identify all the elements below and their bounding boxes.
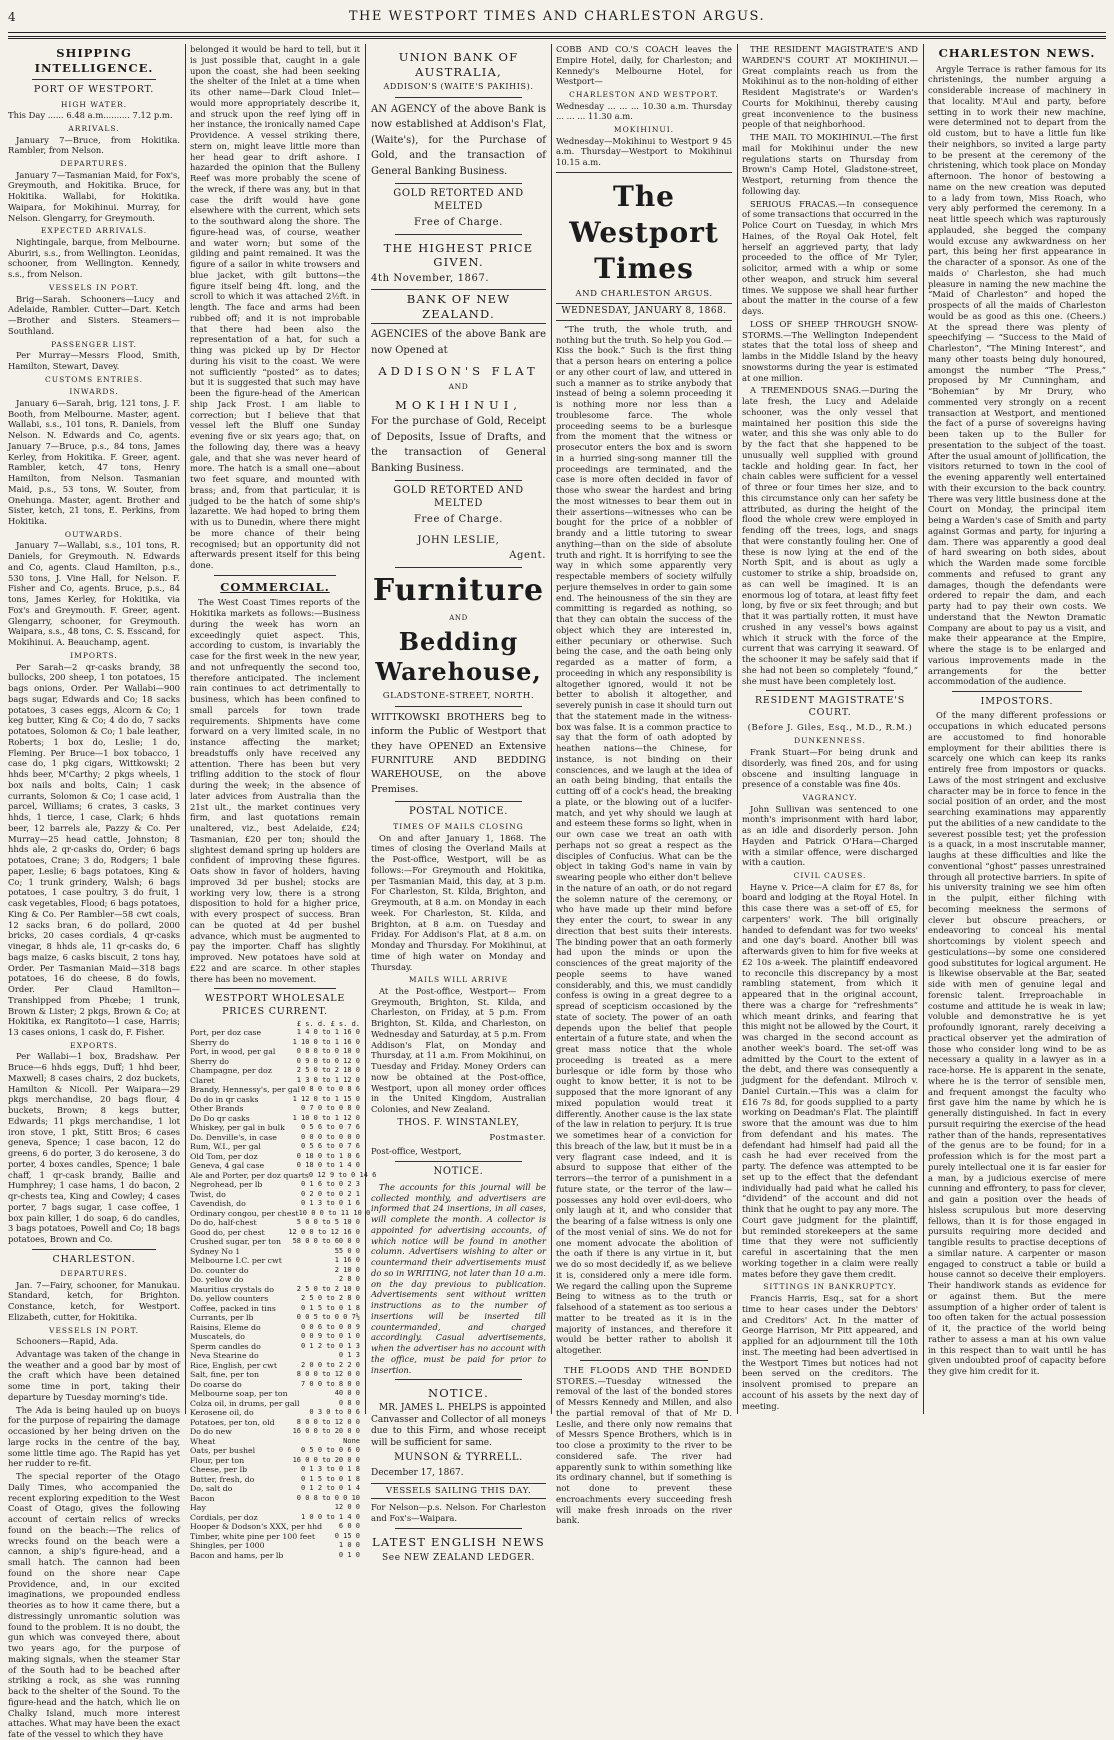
high-water: This Day ...... 6.48 a.m.......... 7.12 p.m. <box>8 110 173 121</box>
price-row <box>190 1114 360 1124</box>
price-value: 0 5 0 to 0 6 0 <box>300 1446 360 1455</box>
price-value: 6 0 0 <box>338 1522 360 1531</box>
page-header <box>8 6 1106 33</box>
vessels-in-port: Brig—Sarah. Schooners—Lucy and Adelaide, Rambler. Cutter—Dart. Ketch—Brother and Sisters. Steamers—Southland. <box>8 293 180 336</box>
free-of-charge: Free of Charge. <box>414 216 503 228</box>
price-item: Cheese, per lb <box>190 1465 248 1475</box>
impostors-title: IMPOSTORS. <box>980 696 1054 708</box>
bank-nz-body: AGENCIES of the above Bank are now Opened at <box>371 329 546 356</box>
price-value: 0 15 0 <box>334 1531 360 1540</box>
price-item: Claret <box>190 1075 215 1085</box>
postal-title: POSTAL NOTICE. <box>408 806 509 818</box>
price-value: 0 12 9 to 0 14 6 <box>308 1170 377 1179</box>
price-row <box>190 1380 360 1390</box>
price-item: Currants, per lb <box>190 1313 254 1323</box>
paragraph: The Ada is being hauled up on buoys for the purpose of repairing the damage occasioned by her being driven on the large rocks in the centre of the bay, some little time ago. The Rapid has yet her rudder to re-fit. <box>8 1404 180 1469</box>
column-rule <box>551 44 552 1414</box>
vag-body: John Sullivan was sentenced to one month's imprisonment with hard labor, as an idle and disorderly person. John Hayden and Patrick O'Hara—Charged with a similar offence, were discharged with a caution. <box>742 803 918 868</box>
price-item: Sherry do <box>190 1037 229 1047</box>
price-row <box>190 1038 360 1048</box>
customs-outwards: January 7—Wallabi, s.s., 101 tons, R. Daniels, for Greymouth. N. Edwards and Co, agents. Claud Hamilton, p.s., 530 tons, J. Vine Hall, for Nelson. F. Fisher and Co, agents. Bruce, p.s., 84 tons, James Kerley, for Hokitika, via Fox's and Greymouth. F. Greer, agent. Glengarry, schooner, for Greymouth. Waipara, s.s., 48 tons, C. S. Esscand, for Mokihinui. A. Beauchamp, agent. <box>8 540 180 648</box>
price-row <box>190 1256 360 1266</box>
masthead-sub: AND CHARLESTON ARGUS. <box>575 289 713 300</box>
civil-body: Hayne v. Price—A claim for £7 8s, for board and lodging at the Royal Hotel. In this case there was a set-off of £5, for carpenters' work. The bill originally handed to defendant was for two weeks' and one day's board. Another bill was afterwards given to him for five weeks at £2 10s a-week. The plaintiff endeavored to reconcile this discrepancy by a most rambling statement, from which it appeared that in the original account, there was a charge for “refreshments” which meant drinks, and fearing that this might not be allowed by the Court, it was charged in the second account as another week's board. The set-off was admitted by the Court to the extent of the debt, and there was consequently a judgment for the defendant. Milroch v. Daniel Curtain.—This was a claim for £16 7s 8d, for goods supplied to a party working on Deadman's Flat. The plaintiff swore that the amount was due to him from defendant and his mates. The defendant had himself had paid all the cash he had ever received from the party. The defence was attempted to be set up to the effect that the defendant individually had paid what he called his “dividend” of the account and did not think that he ought to pay any more. The Court gave judgment for the plaintiff, but reminded storekeepers at the same time that they were not sufficiently careful in ascertaining that the men working together in a claim were really mates before they gave them credit. <box>742 881 918 1279</box>
impostors-body: Of the many different professions or occupations in which educated persons are accustomed to find honorable employment for their abilities there is scarcely one which can keep its ranks entirely free from impostors or quacks. Laws of the most stringent and exclusive character may be in force to fence in the social position of an order, and the most searching examinations may apparently put the abilities of a new candidate to the severest possible test; yet the profession is a quack, in a most inscrutable manner, laughs at these difficulties and like the conventional “ghost” passes unrestrained through all protective barriers. In spite of his university training we see him often in the pulpit, either filching with becoming meekness the sermons of clever but obscure preachers, or endeavoring to conceal his mental shortcomings by violent speech and gesticulations—by some one considered good substitutes for logical argument. He is likewise observable at the Bar, seated side with men of genuine legal and forensic talent. Irreproachable in costume and attitude he is weak in law; voluble and demonstrative he is yet profoundly ignorant, rarely deceiving a practical observer yet the admiration of those who consider long wind to be as necessary a quality in a lawyer as in a race-horse. He is apparent in the senate, where he is the terror of sensible men, and frequent amongst the faculty who first gave him the name by which he is generally distinguished. In fact in every pursuit requiring the exercise of the head rather than of the hands, representatives of the genus are to be found; for in a profession which is for the most part a purely intellectual one it is far easier for a man, by a judicious exercise of mere cunning and effrontery, to pass for clever, and gain a position over the heads of hisless scrupulous but more deserving fellows, than it is for those engaged in pursuits requiring more decided and tangible results to practise deceptions of a similar nature. A carpenter or mason engaged to construct a table or build a house cannot so deceive their employers. Their handiwork stands as evidence for or against them. But the mere assumption of a higher order of talent is too often taken for the actual possession of it, the practice of the world being rather to assess a man at his own value in this respect than to wait until he has given undoubted proof of capacity before they give him credit for it. <box>928 710 1106 1377</box>
price-value: 0 3 0 to 0 6 <box>309 1408 360 1417</box>
postmaster-name: THOS. F. WINSTANLEY, <box>397 1117 520 1128</box>
price-value: 2 0 0 to 2 2 0 <box>300 1360 360 1369</box>
price-row <box>190 1323 360 1333</box>
highest-price: THE HIGHEST PRICE GIVEN. <box>383 240 534 270</box>
column-shipping <box>8 44 180 1740</box>
mails-arrive: MAILS WILL ARRIVE <box>408 975 509 985</box>
price-item: Port, in wood, per gal <box>190 1047 276 1057</box>
section-label: INWARDS. <box>69 387 119 397</box>
fracas-body: —In consequence of some transactions that occurred in the Police Court on Tuesday, in which Mrs Haines, of the Royal Oak Hotel, felt herself an aggrieved party, that lady proceeded to the office of Mr Tyler, solicitor, armed with a whip or some other weapon, and struck him several times. We suppose we shall hear further about the matter in the course of a few days. <box>742 198 919 316</box>
paragraph: belonged it would be hard to tell, but it is just possible that, caught in a gale upon the coast, she had been seeking the shelter of the Inlet at a time when its other name—Dark Cloud Inlet—would more appropriately describe it, and struck upon the reef lying off in her instance, the ironically named Cape Providence. A vessel striking there, stern on, might leave little more than her head gear to drift ashore. I hazarded the opinion that the Bulleny Reef was more probably the scene of the wreck, if there was any, but in that case the drift would have gone elsewhere with the current, which sets to the southward along the shore. The figure-head was, of course, weather and water worn; but some of the gilding and paint remained. It was the figure of a sailor in white trowsers and blue jacket, with gilt buttons—the figure itself being 4ft. long, and the scroll to which it was attached 2½ft. in length. The face and arms had been rubbed off; and it is not improbable that there had been also the representation of a hat, for such a thing was picked up by Dr Hector during his visit to the coast. We were not sufficiently “posted” as to dates; but it is suggested that such may have been the figure-head of the American ship Jack Frost. I am liable to correction; but I believe that that vessel left the Bluff one Sunday evening five or six years ago; that, on the following day, there was a heavy gale, and that she was never heard of more. The hatch is a small one—about two feet square, and mounted with brass; and, from that particular, it is judged to be the hatch of some ship's lazarette. We had hoped to bring them with us to Dunedin, where there might be more chance of their being recognised; but an opportunity did not afterwards present itself for this being done. <box>190 44 360 570</box>
price-row <box>190 1551 360 1561</box>
notice2-sign: MUNSON & TYRRELL. <box>394 1452 523 1464</box>
price-item: Cordials, per doz <box>190 1512 258 1522</box>
price-value: 0 1 5 to 0 1 8 <box>300 1474 360 1483</box>
price-item: Do. yellow do <box>190 1275 244 1285</box>
price-row <box>190 1342 360 1352</box>
price-item: Champagne, per doz <box>190 1066 272 1076</box>
furniture-heading: Furniture <box>372 573 545 609</box>
column-charleston-news <box>928 44 1106 1414</box>
price-value: 1 0 0 to 1 4 0 <box>300 1512 360 1521</box>
price-item: Do Do qr casks <box>190 1113 250 1123</box>
price-value: 0 8 0 to 0 8 6 <box>300 1085 360 1094</box>
price-row <box>190 1180 360 1190</box>
shipping-title: SHIPPING INTELLIGENCE. <box>34 46 154 75</box>
header-rule <box>8 36 1106 39</box>
commercial-title: COMMERCIAL. <box>220 579 330 594</box>
price-item: Do. counter do <box>190 1265 249 1275</box>
price-value: 0 0 8 to 0 0 10 <box>296 1493 360 1502</box>
price-row <box>190 1170 377 1181</box>
price-row <box>190 1475 360 1485</box>
mokihinui: MOKIHINUI, <box>395 397 522 412</box>
postal-sub: TIMES OF MAILS CLOSING <box>393 822 524 832</box>
column-commercial <box>190 44 377 1560</box>
price-value: 7 0 0 to 8 0 0 <box>300 1379 360 1388</box>
price-value: 0 2 0 to 0 2 1 <box>300 1189 360 1198</box>
price-row <box>190 1494 360 1504</box>
notice-body: The accounts for this journal will be collected monthly, and advertisers are informed that 24 insertions, in all cases, will complete the month. A collector is appointed for advertising accounts, of which notice will be found in another column. Advertisers wishing to alter or countermand their advertisements must do so in WRITING, not later than 10 a.m. on the day previous to publication. Advertisements sent without written instructions as to the number of insertions will be inserted till countermanded, and charged accordingly. Casual advertisements, when the advertiser has no account with the office, must be paid for prior to insertion. <box>371 1181 546 1375</box>
price-value: 0 1 5 to 0 1 8 <box>300 1303 360 1312</box>
price-value: 1 10 0 to 1 12 0 <box>292 1113 360 1122</box>
agent-name: JOHN LESLIE, <box>417 534 500 546</box>
court-title: RESIDENT MAGISTRATE'S COURT. <box>754 695 906 719</box>
bankruptcy-label: SITTINGS IN BANKRUPTCY. <box>763 1282 897 1292</box>
price-item: Salt, fine, per ton <box>190 1370 260 1380</box>
price-row <box>190 1408 360 1418</box>
price-item: Do, salt do <box>190 1484 233 1494</box>
free-of-charge-2: Free of Charge. <box>414 513 503 525</box>
price-row <box>190 1275 360 1285</box>
paragraph: Advantage was taken of the change in the weather and a good bar by most of the craft which have been detained some time in port, taking their departure by Tuesday morning's tide. <box>8 1348 180 1402</box>
section-label: EXPORTS. <box>70 1040 118 1050</box>
section-label: PASSENGER LIST. <box>51 339 137 349</box>
price-item: Ale and Porter, per doz quarts <box>190 1170 309 1180</box>
price-row <box>190 1522 360 1532</box>
price-row <box>190 1456 360 1466</box>
price-row <box>190 1437 360 1447</box>
vessels-title: VESSELS SAILING THIS DAY. <box>371 1483 546 1500</box>
price-value: 0 0 6 to 0 0 9 <box>300 1322 360 1331</box>
price-item: Bacon <box>190 1493 215 1503</box>
exports: Per Wallabi—1 box, Bradshaw. Per Bruce—6 hhds eggs, Duff; 1 hhd beer, Maxwell; 8 cases chairs, 2 doz buckets, Hamilton & Nicoll. Per Waipara—29 pkgs merchandise, 20 bags flour, 4 buckets, Brown; 8 kegs butter, Edwards; 11 pkgs merchandise, 1 lot iron stove, 1 pkt, Stitt Bros; 6 cases geneva, Spence; 1 case bacon, 12 do greens, 6 do porter, 3 do kerosene, 3 do porter, 4 boxes candles, Spence; 1 bale chaff, 1 qr-cask brandy, Bailie and Humphrey; 1 case hams, 1 do bacon, 2 qr-chests tea, King and Cowley; 4 cases porter, 7 bags sugar, 1 case coffee, 1 box pain killer, 1 do soap, 6 do candles, 3 bags potatoes, Powell and Co; 18 bags potatoes, Brown and Co. <box>8 1051 180 1245</box>
price-value: 16 0 0 to 20 0 0 <box>292 1455 360 1464</box>
floods-body: —Tuesday witnessed the removal of the last of the bonded stores of Messrs Kennedy and Millen, and also the partial removal of that of Mr D. Leslie, and there only now remains that of Messrs Spence Brothers, which is in too close a proximity to the river to be considered safe. The river had apparently sunk to within something like its ordinary channel, but if something is not done to prevent these encroachments every succeeding fresh will make fresh inroads on the river bank. <box>556 1375 732 1526</box>
price-value: 8 0 0 to 12 0 0 <box>296 1417 360 1426</box>
price-item: Sherry do <box>190 1056 229 1066</box>
price-row <box>190 1332 360 1342</box>
price-value: 0 7 0 to 0 8 0 <box>300 1104 360 1113</box>
price-value: 0 8 0 to 0 10 0 <box>296 1047 360 1056</box>
price-value: 0 1 3 <box>338 1351 360 1360</box>
masthead: The Westport Times <box>569 179 719 285</box>
price-value: 2 5 0 to 2 18 0 <box>296 1066 360 1075</box>
section-label: VESSELS IN PORT. <box>49 1325 139 1335</box>
price-item: Kerosene oil, do <box>190 1408 254 1418</box>
price-row <box>190 1247 360 1257</box>
postal-body: On and after January 1, 1868. The times of closing the Overland Mails at the Post-office, Westport, will be as follows:—For Greymouth and Hokitika, per Tasmanian Maid, this day, at 3 p.m. For Charleston, St. Kilda, Brighton, and Greymouth, at 8 a.m. on Monday in each week. For Charleston, St. Kilda, and Brighton, at 8 a.m. on Tuesday and Friday. For Addison's Flat, at 8 a.m. on Monday and Thursday. For Mokihinui, at time of high water on Monday and Thursday. <box>371 832 546 972</box>
bank-nz-purpose: For the purchase of Gold, Receipt of Deposits, Issue of Drafts, and the transaction of General Banking Business. <box>371 416 546 474</box>
price-value: 0 0 0 to 0 0 0 <box>300 1132 360 1141</box>
price-item: Melbourne soap, per ton <box>190 1389 288 1399</box>
price-row <box>190 1361 360 1371</box>
price-item: Rice, English, per cwt <box>190 1360 277 1370</box>
charleston-title: CHARLESTON. <box>52 1253 136 1265</box>
agent-title: Agent. <box>509 550 546 562</box>
price-row <box>190 1076 360 1086</box>
coach-sub: CHARLESTON AND WESTPORT. <box>569 90 719 99</box>
price-item: Muscatels, do <box>190 1332 245 1342</box>
price-row <box>190 1208 371 1219</box>
price-row <box>190 1484 360 1494</box>
price-value: 55 0 0 <box>334 1246 360 1255</box>
latest-news-body: See NEW ZEALAND LEDGER. <box>382 1552 535 1563</box>
price-value: 0 8 0 <box>338 1398 360 1407</box>
price-item: Negrohead, per lb <box>190 1180 263 1190</box>
price-row <box>190 1266 360 1276</box>
price-row <box>190 1228 360 1238</box>
price-row <box>190 1370 360 1380</box>
price-row <box>190 1190 360 1200</box>
notice2-title: NOTICE. <box>428 1386 489 1401</box>
price-item: Port, per doz case <box>190 1028 262 1038</box>
notice2-date: December 17, 1867. <box>371 1468 464 1478</box>
price-row <box>190 1304 360 1314</box>
passenger-list: Per Murray—Messrs Flood, Smith, Hamilton, Stewart, Davey. <box>8 350 180 371</box>
price-item: Neva Stearine do <box>190 1351 259 1361</box>
mail-lead: THE MAIL TO MOKIHINUI. <box>750 132 873 142</box>
price-row <box>190 1351 360 1361</box>
latest-news-title: LATEST ENGLISH NEWS <box>372 1534 545 1549</box>
price-value: 5 0 0 to 5 10 0 <box>296 1218 360 1227</box>
price-row <box>190 1532 360 1542</box>
snag-body: —During the late fresh, the Lucy and Adelaide schooner, was the only vessel that maintained her position this side the water, and this she was only able to do by the fact that she happened to be unusually well supplied with ground tackle and holding gear. In fact, her chain cables were sufficient for a vessel of three or four times her size, and to this circumstance only can her safety be attributed, as during the height of the flood the whole crew were employed in fending off the trees, logs, and snags that were constantly fouling her. One of these is now lying at the end of the North Spit, and is about as ugly a customer to strike a ship, broadside on, as can well be imagined. It is an enormous log of totara, at least fifty feet long, by five or six feet through; and but that it was partially rotten, it must have crushed in any vessel's bows against which it struck with the force of the current that was carrying it seaward. Of the schooner it may be safely said that if she had not been so completely “found,” she must have been completely lost. <box>742 385 918 686</box>
price-item: Ordinary congou, per chest <box>190 1208 299 1218</box>
price-value: 12 0 0 to 12 16 0 <box>288 1227 360 1236</box>
court-sub: (Before J. Giles, Esq., M.D., R.M.) <box>747 722 913 733</box>
column-rule <box>737 44 738 1414</box>
price-value: 1 3 0 to 1 12 0 <box>296 1075 360 1084</box>
price-value: 8 0 0 to 12 0 0 <box>296 1370 360 1379</box>
price-item: Rum, W.I., per gal <box>190 1142 261 1152</box>
price-row <box>190 1389 360 1399</box>
notice2-body: MR. JAMES L. PHELPS is appointed Canvasser and Collector of all moneys due to this Firm, and whose receipt will be sufficient for same. <box>371 1403 547 1448</box>
price-value: 1 0 0 <box>338 1541 360 1550</box>
price-row <box>190 1503 360 1513</box>
bank-nz-title: BANK OF NEW ZEALAND. <box>371 289 546 324</box>
prices-table <box>190 1028 377 1560</box>
price-row <box>190 1142 360 1152</box>
price-value: 0 5 6 to 0 7 6 <box>300 1142 360 1151</box>
section-label: IMPORTS. <box>70 650 118 660</box>
price-item: Hay <box>190 1503 206 1513</box>
mok-label: MOKIHINUI. <box>613 125 675 135</box>
union-bank-body: AN AGENCY of the above Bank is now established at Addison's Flat, (Waite's), for the Purchase of Gold, and the transaction of General Banking Business. <box>371 103 546 177</box>
price-value: 0 18 0 to 1 0 6 <box>296 1151 360 1160</box>
price-row <box>190 1294 360 1304</box>
price-row <box>190 1465 360 1475</box>
price-item: Twist, do <box>190 1189 226 1199</box>
gold-retorted-2: GOLD RETORTED AND MELTED <box>393 485 524 510</box>
column-editorial <box>556 44 732 1526</box>
price-item: Melbourne I.C. per cwt <box>190 1256 282 1266</box>
floods-lead: THE FLOODS AND THE BONDED STORES. <box>556 1364 732 1386</box>
price-item: Geneva, 4 gal case <box>190 1161 265 1171</box>
furniture-body: WITTKOWSKI BROTHERS beg to inform the Public of Westport that they have OPENED an Extensive FURNITURE AND BEDDING WAREHOUSE, on the above Premises. <box>371 711 546 795</box>
charleston-news-title: CHARLESTON NEWS. <box>938 46 1096 60</box>
ad-date: 4th November, 1867. <box>371 273 490 284</box>
furniture-and: AND <box>449 613 468 622</box>
mail-body: —The first mail for Mokihinui under the new regulations starts on Thursday from Brown's Camp Hotel, Gladstone-street, Westport, returning from thence the following day. <box>742 132 918 196</box>
price-item: Crushed sugar, per ton <box>190 1237 281 1247</box>
price-item: Colza oil, in drums, per gall <box>190 1398 300 1408</box>
price-value: 0 5 6 to 0 7 6 <box>300 1123 360 1132</box>
price-item: Do. yellow counters <box>190 1294 269 1304</box>
drunk-label: DUNKENNESS. <box>794 736 866 746</box>
coach-times: Wednesday ... ... ... 10.30 a.m. Thursday ... ... ... 11.30 a.m. <box>556 100 732 122</box>
price-row <box>190 1057 360 1067</box>
departures: January 7—Tasmanian Maid, for Fox's, Greymouth, and Hokitika. Bruce, for Hokitika. Wallabi, for Hokitika. Waipara, for Mokihinui. Murray, for Nelson. Glengarry, for Greymouth. <box>8 169 180 223</box>
price-item: Do do, half-chest <box>190 1218 257 1228</box>
price-value: 2 5 0 to 2 10 0 <box>296 1284 360 1293</box>
price-row <box>190 1104 360 1114</box>
prices-header-text: £ s. d. £ s. d. <box>296 1019 360 1028</box>
price-row <box>190 1028 360 1038</box>
charleston-news-body: Argyle Terrace is rather famous for its christenings, the number arguing a considerable increase of machinery in that locality. M'Aul and party, before setting in to work their new machine, were determined not to depart from the old custom, but to have a little fun like their neighbors, so invited a large party to be present at the ceremony of the christening, which took place on Monday afternoon. The honor of bestowing a name on the new creation was deputed to a lady from town, Miss Roach, who very ably performed the ceremony. In a neat little speech which was rapturously applauded, she begged the company would excuse any awkwardness on her part, this being her first appearance in the character of a sponsor. As one of the maids o' Charleston, she had much pleasure in naming the new machine the “Maid of Charleston” and hoped the prospects of all the maids of Charleston would be as good as this one. (Cheers.) At the spread there was plenty of speechifying — “Success to the Maid of Charleston”, “The Mining Interest”, and many other toasts being duly honoured, amongst the number “The Press,” proposed by Mr Cunningham, and “Bohemian” by Mr Drury, who commented very strongly on a recent transaction at Westport, and mentioned the fact of a purse of sovereigns having been taken up to the Buller for presentation to the subject of the toast. After the usual amount of jollification, the visitors returned to town in the cool of the evening apparently well entertained with their excursion to the back country. There was very little business done at the Court on Monday, the principal item being a Warden's case of Smith and party against Gormas and party, for injuring a dam. There was apparently a good deal of hard swearing on both sides, about which the Warden made some forcible comments and refused to grant any damages, though the defendants were ordered to repair the dam, and each party had to pay their own costs. We understand that the Newton Dramatic Company are about to pay us a visit, and make their appearance at the Empire, where the stage is to be enlarged and various improvements made in the arrangements for the better accommodation of the audience. <box>928 63 1106 687</box>
drunk-body: Frank Stuart—For being drunk and disorderly, was fined 20s, and for using obscene and insulting language in presence of a constable was fine 40s. <box>742 747 918 790</box>
price-row <box>190 1161 360 1171</box>
price-value: 0 1 6 to 0 2 3 <box>300 1180 360 1189</box>
price-row <box>190 1085 360 1095</box>
price-row <box>190 1237 360 1247</box>
mok-times: Wednesday—Mokihinui to Westport 9 45 a.m. Thursday—Westport to Mokihinui 10.15 a.m. <box>556 135 732 168</box>
section-label: DEPARTURES. <box>60 159 128 169</box>
rm-lead: THE RESIDENT MAGISTRATE'S AND WARDEN'S COURT AT MOKIHINUI. <box>742 44 918 65</box>
port-title: PORT OF WESTPORT. <box>33 84 155 96</box>
commercial-report: The West Coast Times reports of the Hokitika markets as follows:—Business during the week has worn an exceedingly quiet aspect. This, according to custom, is invariably the case for the first week in the new year, and not unfrequently the second too, therefore anticipated. The inclement rain continues to act detrimentally to business, which has been confined to small parcels for town trade requirements. Shipments have come forward on a very limited scale, in no instance affecting the market; breadstuffs only have received any attention. There has been but very trifling addition to the stock of flour during the week; in the absence of later advices from Australia than the 21st ult., the market continues very firm, and last quotations remain unaltered, viz., best Adelaide, £24; Tasmanian, £20 per ton; should the slightest demand spring up holders are confident of improving these figures. Oats show in favor of holders, having improved 3d per bushel; stocks are working very low, there is a strong disposition to hold for a higher price, with every prospect of success. Bran can be quoted at 4d per bushel advance, which must be augmented to pay the importer. Chaff has slightly improved. New potatoes have sold at £22 and are scarce. In other staples there has been no movement. <box>190 597 360 984</box>
price-item: Hooper & Dodson's XXX, per hhd <box>190 1522 323 1532</box>
price-value: 2 8 0 <box>338 1275 360 1284</box>
price-item: Do do new <box>190 1427 232 1437</box>
price-value: 10 0 0 to 11 10 0 <box>298 1208 371 1217</box>
charleston-departures: Jan. 7—Fairy, schooner, for Manukau. Standard, ketch, for Brighton. Constance, ketch, for Westport. Elizabeth, cutter, for Hokitika. <box>8 1279 180 1322</box>
price-value: 0 9 0 to 0 12 0 <box>296 1056 360 1065</box>
price-value: 0 1 3 to 0 1 6 <box>300 1199 360 1208</box>
price-row <box>190 1133 360 1143</box>
price-row <box>190 1199 360 1209</box>
vessels-body: For Nelson—p.s. Nelson. For Charleston and Fox's—Waipara. <box>371 1502 546 1524</box>
price-row <box>190 1399 360 1409</box>
section-label: ARRIVALS. <box>68 123 120 133</box>
postmaster-title: Postmaster. <box>489 1132 546 1143</box>
price-value: None <box>343 1436 360 1445</box>
newspaper-running-title: THE WESTPORT TIMES AND CHARLESTON ARGUS. <box>348 9 766 24</box>
bankruptcy-body: Francis Harris, Esq., sat for a short time to hear cases under the Debtors' and Creditors' Act. In the matter of George Harrison, Mr Pitt appeared, and applied for an adjournment till the 10th inst. The meeting had been advertised in the Westport Times but notices had not been served on the creditors. The insolvent promised to prepare an account of his assets by the next day of meeting. <box>742 1293 918 1411</box>
price-item: Bacon and hams, per lb <box>190 1550 284 1560</box>
price-item: Raisins, Eleme do <box>190 1322 261 1332</box>
union-bank-title: UNION BANK OF AUSTRALIA, <box>398 50 519 79</box>
gold-retorted: GOLD RETORTED AND MELTED <box>393 188 524 212</box>
expected-arrivals: Nightingale, barque, from Melbourne. Aburiri, s.s., from Wellington. Leonidas, schooner, from Wellington. Kennedy, s.s., from Nelson. <box>8 236 180 280</box>
and-label: AND <box>448 381 469 391</box>
price-item: Do coarse do <box>190 1379 242 1389</box>
price-value: 40 0 0 <box>334 1389 360 1398</box>
mails-body: At the Post-office, Westport— From Greymouth, Brighton, St. Kilda, and Charleston, on Friday, at 5 p.m. From Brighton, St. Kilda, and Charleston, on Wednesday and Saturday, at 5 p.m. From Addison's Flat, on Monday and Thursday, at 11 a.m. From Mokihinui, on Tuesday and Friday. Money Orders can now be obtained at the Post-office, Westport, upon all money order offices in the United Kingdom, Australian Colonies, and New Zealand. <box>371 985 546 1115</box>
price-item: Flour, per ton <box>190 1455 245 1465</box>
price-row <box>190 1095 360 1105</box>
price-row <box>190 1218 360 1228</box>
price-value: 2 5 0 to 2 8 0 <box>300 1294 360 1303</box>
price-row <box>190 1066 360 1076</box>
bedding-heading: Bedding Warehouse, <box>375 626 542 687</box>
price-item: Butter, fresh, do <box>190 1474 255 1484</box>
addisons-flat: ADDISON'S FLAT <box>378 364 539 379</box>
column-rule <box>185 44 186 1414</box>
prices-title: WESTPORT WHOLESALE PRICES CURRENT. <box>204 993 346 1017</box>
price-row <box>190 1513 360 1523</box>
price-item: Oats, per bushel <box>190 1446 256 1456</box>
section-label: HIGH WATER. <box>60 99 128 109</box>
price-item: Coffee, packed in tins <box>190 1303 276 1313</box>
charleston-vessels: Schooners—Rapid, Ada. <box>16 1336 119 1347</box>
price-value: 0 1 2 to 0 1 4 <box>300 1484 360 1493</box>
civil-label: CIVIL CAUSES. <box>793 871 867 881</box>
price-row <box>190 1285 360 1295</box>
price-item: Cavendish, do <box>190 1199 246 1209</box>
price-value: 0 18 0 to 1 4 0 <box>296 1161 360 1170</box>
price-item: Potatoes, per ton, old <box>190 1417 275 1427</box>
price-row <box>190 1313 360 1323</box>
vag-label: VAGRANCY. <box>802 793 858 803</box>
price-value: 0 1 2 to 0 1 3 <box>300 1341 360 1350</box>
price-row <box>190 1152 360 1162</box>
price-item: Old Tom, per doz <box>190 1151 258 1161</box>
price-value: 1 10 0 to 1 16 0 <box>292 1037 360 1046</box>
post-office: Post-office, Westport, <box>371 1146 462 1157</box>
section-label: DEPARTURES. <box>60 1269 128 1279</box>
editorial: “The truth, the whole truth, and nothing but the truth. So help you God.—Kiss the book.” Such is the first thing that a person hears on entering a police or any other court of law, and uttered in such a manner as to strike anybody that instead of being a solemn proceeding it is nothing more nor less than a troublesome farce. The whole proceeding seems to be a burlesque from the moment that the witness or prosecutor enters the box and is sworn in a hurried sing-song manner till the proceedings are terminated, and the case is more often decided in favor of those who swear the hardest and bring the most witnesses to bear them out in their assertions—witnesses who can be bought for the price of a nobbler of brandy and a little tutoring to swear anything—than on the side of absolute truth and right. It is horrifying to see the way in which some apparently very respectable members of society wilfully perjure themselves in order to gain some end. The heinousness of the sin they are committing is regarded as nothing, so that they can obtain the success of the object which they are interested in, either pecuniary or otherwise. Such being the case, and the oath being only regarded as a matter of form, a proceeding in which any responsibility is altogether ignored, would it not be better to abolish it altogether, and severely punish in case it should turn out that the statement made in the witness-box was false. It is a common practice to say that the form of oath adopted by heathen nations—the Chinese, for instance, is not binding on their consciences, and we laugh at the idea of an oath being binding, that entails the cutting off of a cock's head, the breaking a plate, or the blowing out of a lucifer-match, and yet why should we laugh at and esteem these forms so light, when in our own case we treat an oath with perhaps not so great a respect as the disciples of Confucius. What can be the object in taking God's name in vain by swearing people who either don't believe in the nature of an oath, or do not regard the solemn nature of the ceremony, or who have made up their mind before they enter the court, to swear in any direction that best suits their interests. The binding power that an oath formerly had upon the minds or upon the consciences of the great majority of the people seems to have waned considerably, and this, we must candidly confess is owing in a great degree to a spread of scepticism occasioned by the state of society. The power of an oath depends upon the belief that people entertain of a future state, and when the great mass notice that the whole proceeding is treated as a mere burlesque or idle form by those who ought to know better, it is not to be supposed that the more ignorant of any mixed population would treat it differently. Another cause is the lax state of the law in relation to perjury. It is true we sometimes hear of a conviction for this breach of the law, but it must be in a very flagrant case indeed, and it is absurd to suppose that either of the terrors—the terror of a punishment in a future state, or the terror of the law—possesses any hold over evil-doers, who only laugh at it, and who consider that the bearing of a false witness is only one of the most venial of sins. We do not for one moment advocate the abolition of the oath if there is any virtue in it, but we do so most decidedly if, as we believe it is, considered only a mere idle form. We regard the calling upon the Supreme Being to witness as to the truth or falsehood of a statement as too serious a matter to be treated as it is in the majority of instances, and therefore it would be better rather to abolish it altogether. <box>556 323 732 1356</box>
coach-notice: COBB AND CO.'S COACH leaves the Empire Hotel, daily, for Charleston; and Kennedy's Melbourne Hotel, for Westport— <box>556 44 732 87</box>
price-item: Mauritius crystals do <box>190 1284 274 1294</box>
fracas-lead: SERIOUS FRACAS. <box>750 198 838 209</box>
price-item: Wheat <box>190 1436 216 1446</box>
price-item: Sydney No 1 <box>190 1246 241 1256</box>
sheep-lead: LOSS OF SHEEP THROUGH SNOW-STORMS. <box>742 318 918 340</box>
imports: Per Sarah—2 qr-casks brandy, 38 bullocks, 200 sheep, 1 ton potatoes, 15 bags onions, Order. Per Wallabi—900 bags sugar, Edwards and Co; 18 sacks potatoes, 3 cases eggs, Alcorn & Co; 1 keg butter, King & Co; 4 do do, 7 sacks potatoes, Solomon & Co; 1 bale leather, Roberts; 1 box do, Leslie; 1 do, Fleming. Per Bruce—1 box tobacco, 1 case do, 1 pkg cigars, Wittkowski; 2 hhds beer, M'Carthy; 2 pkgs wheels, 1 box nails and bolts, Cain; 1 cask currants, Solomon & Co; 1 case acid, 1 parcel, Williams; 6 crates, 3 casks, 3 hhds, 1 tierce, 1 case, Clark; 6 hhds beer, 12 barrels ale, Pazzy & Co. Per Murray—25 head cattle, Johnston; 8 hhds ale, 2 qr-casks do, Order; 6 bags potatoes, Crane; 3 do, Rodgers; 1 bale paper, Leslie; 6 bags potatoes, King & Co; 1 trunk grindery, Walsh; 6 bags potatoes, 1 case poultry, 3 do fruit, 1 cask vegetables, Flood; 6 bags potatoes, King & Co. Per Rambler—58 cwt coals, 12 sacks bran, 6 do pollard, 2000 bricks, 20 cases cordials, 4 qr-casks vinegar, 8 hhds ale, 11 qr-casks do, 6 bags maize, 6 casks biscuit, 2 tons hay, Order. Per Tasmanian Maid—318 bags potatoes, 16 do cheese, 8 do fowls, Order. Per Claud Hamilton—Transhipped from Phœbe; 1 trunk, Brown & Lister; 2 pkgs, Brown & Co; at Hokitika, ex Rangitoto—1 case, Harris; 13 cases onions, 1 cask do, F. Fisher. <box>8 661 180 1038</box>
section-label: VESSELS IN PORT. <box>49 282 139 292</box>
price-item: Sperm candles do <box>190 1341 261 1351</box>
price-item: Brandy, Hennessy's, per gal <box>190 1085 300 1095</box>
price-item: Do do in qr casks <box>190 1094 259 1104</box>
price-value: 1 4 0 to 1 16 0 <box>296 1028 360 1037</box>
price-row <box>190 1047 360 1057</box>
price-row <box>190 1446 360 1456</box>
price-item: Timber, white pine per 100 feet <box>190 1531 315 1541</box>
rm-body: —Great complaints reach us from the Mokihinui as to the non-holding of either Resident Magistrate's or Warden's Courts for Mokihinui, thereby causing great inconvenience to the business people of that neighborhood. <box>742 54 918 130</box>
snag-lead: A TREMENDOUS SNAG. <box>750 385 862 396</box>
arrivals: January 7—Bruce, from Hokitika. Rambler, from Nelson. <box>8 134 180 156</box>
section-label: CUSTOMS ENTRIES. <box>45 374 143 384</box>
price-item: Do. Denville's, in case <box>190 1132 277 1142</box>
price-value: 0 1 3 to 0 1 8 <box>300 1465 360 1474</box>
price-row <box>190 1541 360 1551</box>
price-value: 0 1 0 <box>338 1550 360 1559</box>
furniture-street: GLADSTONE-STREET, NORTH. <box>382 691 535 702</box>
section-label: OUTWARDS. <box>64 529 124 539</box>
prices-header <box>190 1020 360 1029</box>
price-value: 16 0 0 to 20 0 0 <box>292 1427 360 1436</box>
price-row <box>190 1418 360 1428</box>
price-value: 0 0 9 to 0 1 0 <box>300 1332 360 1341</box>
price-row <box>190 1427 360 1437</box>
price-value: 1 12 0 to 1 15 0 <box>292 1094 360 1103</box>
price-value: 58 0 0 to 60 0 0 <box>292 1237 360 1246</box>
price-item: Good do, per chest <box>190 1227 265 1237</box>
sheep-body: —The Wellington Independent states that the total loss of sheep and lambs in the Middle Island by the heavy snowstorms during the year is estimated at one million. <box>742 329 918 383</box>
column-rule <box>365 44 366 1414</box>
union-bank-sub: ADDISON'S (WAITE'S PAKIHIS). <box>383 82 534 92</box>
column-rule <box>923 44 924 1414</box>
price-value: 2 10 0 <box>334 1265 360 1274</box>
notice-title: NOTICE. <box>433 1166 484 1178</box>
price-value: 12 0 0 <box>334 1503 360 1512</box>
price-item: Other Brands <box>190 1104 244 1114</box>
section-label: EXPECTED ARRIVALS. <box>40 226 148 236</box>
customs-inwards: January 6—Sarah, brig, 121 tons, J. F. Booth, from Melbourne. Master, agent. Wallabi, s.s., 101 tons, R. Daniels, from Nelson. N. Edwards and Co, agents. January 7—Bruce, p.s., 84 tons, James Kerley, from Hokitika. F. Greer, agent. Rambler, ketch, 47 tons, Henry Hamilton, from Nelson. Tasmanian Maid, p.s., 53 tons, W. Souter, from Onehunga. Master, agent. Brother and Sister, ketch, 21 tons, E. Perkins, from Hokitika. <box>8 397 180 527</box>
price-row <box>190 1123 360 1133</box>
column-advertisements <box>371 44 547 1563</box>
column-local-news <box>742 44 918 1414</box>
issue-date: WEDNESDAY, JANUARY 8, 1868. <box>556 303 732 321</box>
page-number: 4 <box>8 10 16 24</box>
price-item: Whiskey, per gal in bulk <box>190 1123 285 1133</box>
price-item: Shingles, per 1000 <box>190 1541 265 1551</box>
price-value: 1 16 0 <box>334 1256 360 1265</box>
price-value: 0 0 5 to 0 0 7½ <box>296 1313 360 1322</box>
paragraph: The special reporter of the Otago Daily Times, who accompanied the recent exploring expedition to the West Coast of Otago, gives the following account of certain relics of wrecks found on the beach:—The relics of wrecks found on the beach were a cannon, a ship's figure-head, and a small hatch. The cannon had been found on the shore near Cape Providence, and, in our excited imaginations, we propounded endless theories as to how it came there, but a distressingly unromantic solution was found to the problem. It is no doubt, the gun which was conveyed there, about two years ago, for the purpose of making signals, when the steamer Star of the South had to be beached after striking a rock, as she was running back to the shelter of the Sound. To the figure-head and the hatch, which lie on Chalky Island, much more interest attaches. What may have been the exact fate of the vessel to which they have <box>8 1471 180 1740</box>
